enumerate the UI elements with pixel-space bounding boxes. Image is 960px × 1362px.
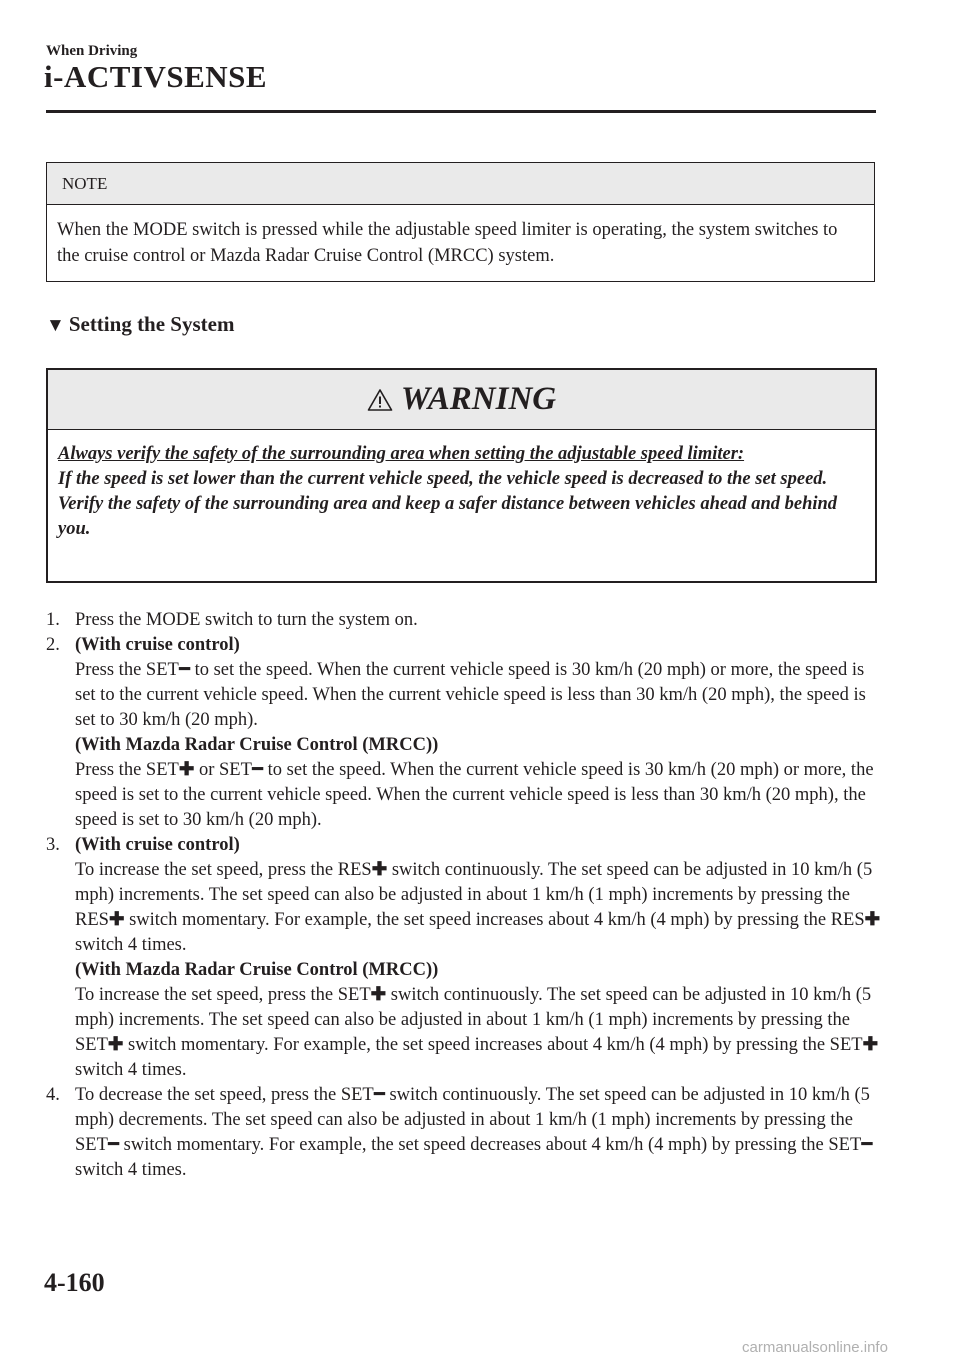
page-number: 4-160 [44,1268,105,1297]
warning-box [46,368,877,583]
step-number: 1. [46,610,60,630]
subsection-heading [46,312,234,337]
step-text: Press the MODE switch to turn the system on. [75,610,418,630]
plus-icon: ✚ [371,860,388,880]
step-paragraph [75,983,882,1083]
text-run: switch continuously. The set speed can be adjusted in 10 km/h (5 mph) decrements. The set speed can also be adjusted in about 1 km/h (1 mph) increments by pressing the SET [75,1085,870,1155]
warning-text: If the speed is set lower than the current vehicle speed, the vehicle speed is decreased to the set speed. Verify the safety of the surrounding area and keep a safer distance between vehicles ahead and behind you. [58,469,838,539]
text-run: To increase the set speed, press the RES [75,860,372,880]
text-run: switch 4 times. [75,1060,187,1080]
plus-icon: ✚ [178,760,195,780]
note-box [46,162,875,282]
step-4 [46,1083,882,1183]
text-run: switch momentary. For example, the set speed increases about 4 km/h (4 mph) by pressing the RES [129,910,865,930]
step-number: 4. [46,1085,60,1105]
step-1 [46,608,882,633]
minus-icon: ━ [178,660,190,680]
text-run: switch continuously. The set speed can be adjusted in 10 km/h (5 mph) increments. The set speed can also be adjusted in about 1 km/h (1 mph) increments by pressing the RES [75,860,873,930]
plus-icon: ✚ [107,1035,124,1055]
text-run: to set the speed. When the current vehicle speed is 30 km/h (20 mph) or more, the speed is set to the current vehicle speed. When the current vehicle speed is less than 30 km/h (20 mph), the speed is set to 30 km/h (20 mph). [75,660,866,730]
text-run: switch momentary. For example, the set speed decreases about 4 km/h (4 mph) by pressing the SET [123,1135,862,1155]
watermark: carmanualsonline.info [742,1339,888,1356]
note-label: NOTE [47,163,874,205]
warning-header [48,370,875,430]
text-run: Press the SET [75,660,179,680]
minus-icon: ━ [107,1135,120,1155]
warning-triangle-icon [367,388,393,412]
step-paragraph [75,1083,882,1183]
text-run: switch momentary. For example, the set speed increases about 4 km/h (4 mph) by pressing the SET [128,1035,863,1055]
step-paragraph [75,758,882,833]
warning-label: WARNING [400,381,557,417]
warning-body [48,430,875,542]
text-run: switch 4 times. [75,935,187,955]
triangle-marker-icon: ▼ [46,315,65,336]
step-number: 3. [46,835,60,855]
minus-icon: ━ [251,760,264,780]
step-subheading: (With Mazda Radar Cruise Control (MRCC)) [75,960,439,980]
text-run: or SET [198,760,252,780]
step-paragraph [75,858,882,958]
text-run: to set the speed. When the current vehicle speed is 30 km/h (20 mph) or more, the speed is set to the current vehicle speed. When the current vehicle speed is less than 30 km/h (20 mph), the speed is set to 30 km/h (20 mph). [75,760,874,830]
text-run: To decrease the set speed, press the SET [75,1085,374,1105]
note-text: When the MODE switch is pressed while the adjustable speed limiter is operating, the system switches to the cruise control or Mazda Radar Cruise Control (MRCC) system. [57,220,838,266]
steps-list [46,608,882,1183]
plus-icon: ✚ [370,985,387,1005]
minus-icon: ━ [373,1085,385,1105]
minus-icon: ━ [861,1135,873,1155]
text-run: Press the SET [75,760,179,780]
step-subheading: (With Mazda Radar Cruise Control (MRCC)) [75,735,439,755]
text-run: switch 4 times. [75,1160,187,1180]
step-paragraph [75,658,882,733]
plus-icon: ✚ [862,1035,879,1055]
header-rule [46,110,876,113]
step-subheading: (With cruise control) [75,635,240,655]
plus-icon: ✚ [864,910,881,930]
chapter-title: i-ACTIVSENSE [44,59,268,94]
step-number: 2. [46,635,60,655]
warning-lead: Always verify the safety of the surrounding area when setting the adjustable speed limiter: [58,444,745,464]
plus-icon: ✚ [108,910,125,930]
step-2 [46,633,882,833]
subsection-title: Setting the System [68,312,235,336]
step-3 [46,833,882,1083]
text-run: To increase the set speed, press the SET [75,985,371,1005]
section-label: When Driving [46,43,138,59]
step-subheading: (With cruise control) [75,835,240,855]
text-run: switch continuously. The set speed can be adjusted in 10 km/h (5 mph) increments. The set speed can also be adjusted in about 1 km/h (1 mph) increments by pressing the SET [75,985,872,1055]
